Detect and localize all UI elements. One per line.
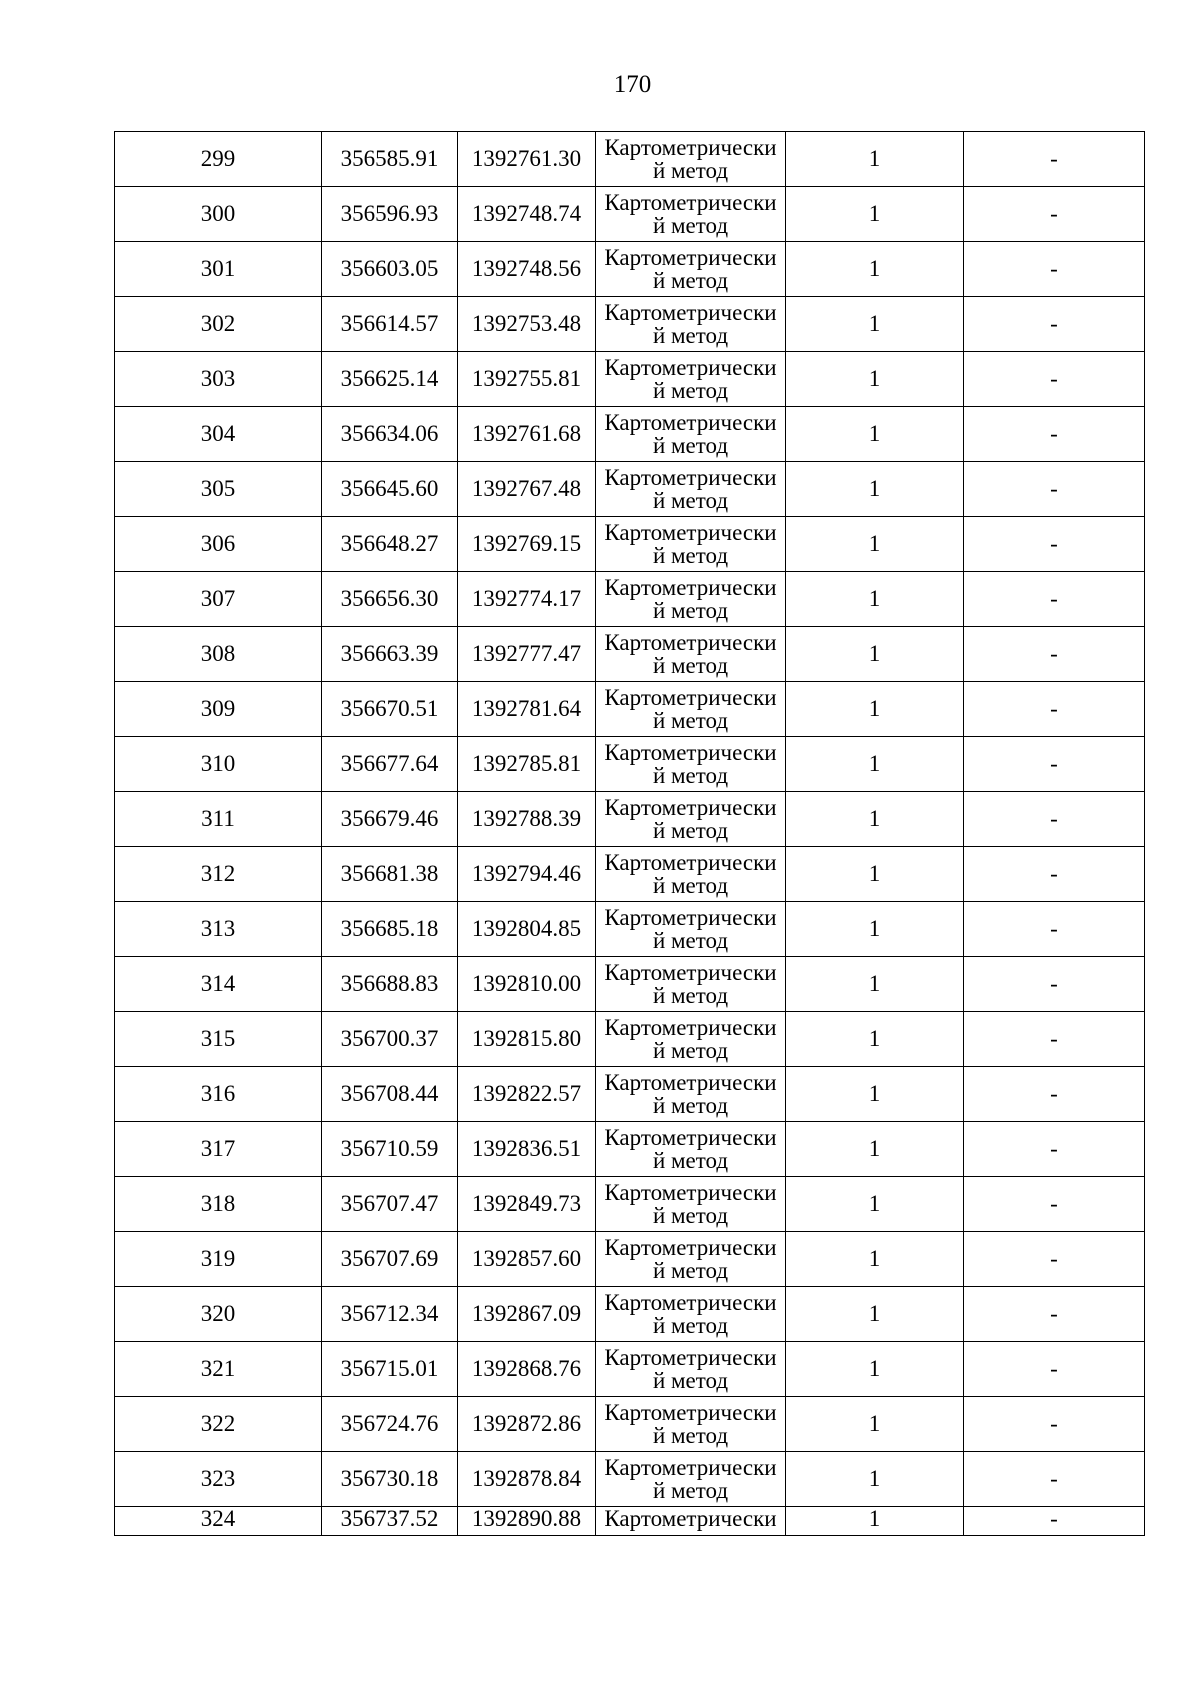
note-cell: -	[964, 352, 1145, 407]
method-text-line1: Картометрически	[604, 1235, 777, 1260]
method-cell	[596, 627, 786, 682]
point-number-cell: 302	[115, 297, 322, 352]
accuracy-cell: 1	[786, 1342, 964, 1397]
accuracy-cell: 1	[786, 957, 964, 1012]
y-coordinate-cell: 1392836.51	[458, 1122, 596, 1177]
y-coordinate-cell: 1392815.80	[458, 1012, 596, 1067]
point-number-cell: 323	[115, 1452, 322, 1507]
x-coordinate-cell: 356670.51	[322, 682, 458, 737]
note-cell: -	[964, 1067, 1145, 1122]
coordinates-table	[114, 131, 1145, 1536]
method-text-line1: Картометрически	[604, 190, 777, 215]
y-coordinate-cell: 1392761.68	[458, 407, 596, 462]
note-cell: -	[964, 1287, 1145, 1342]
point-number-cell: 305	[115, 462, 322, 517]
table-row	[115, 957, 1145, 1012]
method-cell	[596, 847, 786, 902]
accuracy-cell: 1	[786, 242, 964, 297]
point-number-cell: 318	[115, 1177, 322, 1232]
note-cell: -	[964, 187, 1145, 242]
accuracy-cell: 1	[786, 682, 964, 737]
y-coordinate-cell: 1392867.09	[458, 1287, 596, 1342]
method-text-line2: й метод	[652, 873, 729, 898]
table-row	[115, 242, 1145, 297]
note-cell: -	[964, 737, 1145, 792]
accuracy-cell: 1	[786, 1177, 964, 1232]
table-row	[115, 572, 1145, 627]
x-coordinate-cell: 356677.64	[322, 737, 458, 792]
method-cell	[596, 1067, 786, 1122]
method-text-line2: й метод	[652, 1258, 729, 1283]
method-cell	[596, 957, 786, 1012]
table-row	[115, 737, 1145, 792]
table-row	[115, 1232, 1145, 1287]
y-coordinate-cell: 1392857.60	[458, 1232, 596, 1287]
accuracy-cell: 1	[786, 462, 964, 517]
method-cell	[596, 1122, 786, 1177]
method-text-line2: й метод	[652, 598, 729, 623]
point-number-cell: 322	[115, 1397, 322, 1452]
point-number-cell: 314	[115, 957, 322, 1012]
y-coordinate-cell: 1392774.17	[458, 572, 596, 627]
x-coordinate-cell: 356715.01	[322, 1342, 458, 1397]
accuracy-cell: 1	[786, 737, 964, 792]
point-number-cell: 301	[115, 242, 322, 297]
note-cell: -	[964, 407, 1145, 462]
y-coordinate-cell: 1392748.56	[458, 242, 596, 297]
y-coordinate-cell: 1392785.81	[458, 737, 596, 792]
accuracy-cell: 1	[786, 572, 964, 627]
point-number-cell: 315	[115, 1012, 322, 1067]
method-text-line1: Картометрически	[604, 1015, 777, 1040]
note-cell: -	[964, 1122, 1145, 1177]
method-text-line1: Картометрически	[604, 135, 777, 160]
table-row	[115, 1177, 1145, 1232]
method-text-line1: Картометрически	[604, 850, 777, 875]
method-cell	[596, 1397, 786, 1452]
note-cell: -	[964, 1232, 1145, 1287]
accuracy-cell: 1	[786, 902, 964, 957]
method-text-line2: й метод	[652, 1038, 729, 1063]
method-text-line1: Картометрически	[604, 465, 777, 490]
method-text-line2: й метод	[652, 1203, 729, 1228]
note-cell: -	[964, 1397, 1145, 1452]
table-row	[115, 517, 1145, 572]
table-row	[115, 352, 1145, 407]
accuracy-cell: 1	[786, 1452, 964, 1507]
accuracy-cell: 1	[786, 352, 964, 407]
x-coordinate-cell: 356688.83	[322, 957, 458, 1012]
point-number-cell: 320	[115, 1287, 322, 1342]
x-coordinate-cell: 356663.39	[322, 627, 458, 682]
method-cell	[596, 242, 786, 297]
accuracy-cell: 1	[786, 407, 964, 462]
method-text-line2: й метод	[652, 543, 729, 568]
x-coordinate-cell: 356712.34	[322, 1287, 458, 1342]
method-text-line2: й метод	[652, 433, 729, 458]
table-row	[115, 1287, 1145, 1342]
y-coordinate-cell: 1392767.48	[458, 462, 596, 517]
table-row	[115, 187, 1145, 242]
method-cell	[596, 132, 786, 187]
method-cell	[596, 682, 786, 737]
note-cell: -	[964, 572, 1145, 627]
y-coordinate-cell: 1392804.85	[458, 902, 596, 957]
point-number-cell: 316	[115, 1067, 322, 1122]
method-text-line1: Картометрически	[604, 740, 777, 765]
method-text-line1: Картометрически	[604, 1125, 777, 1150]
table-row	[115, 1122, 1145, 1177]
method-text-line2: й метод	[652, 653, 729, 678]
x-coordinate-cell: 356645.60	[322, 462, 458, 517]
accuracy-cell: 1	[786, 627, 964, 682]
method-text-line2: й метод	[652, 763, 729, 788]
method-text-line2: й метод	[652, 1093, 729, 1118]
x-coordinate-cell: 356596.93	[322, 187, 458, 242]
note-cell: -	[964, 242, 1145, 297]
point-number-cell: 303	[115, 352, 322, 407]
table-row	[115, 902, 1145, 957]
x-coordinate-cell: 356679.46	[322, 792, 458, 847]
method-text-line1: Картометрически	[604, 520, 777, 545]
method-cell	[596, 187, 786, 242]
y-coordinate-cell: 1392769.15	[458, 517, 596, 572]
x-coordinate-cell: 356707.47	[322, 1177, 458, 1232]
method-cell	[596, 1177, 786, 1232]
x-coordinate-cell: 356730.18	[322, 1452, 458, 1507]
point-number-cell: 299	[115, 132, 322, 187]
method-text-line2: й метод	[652, 1478, 729, 1503]
method-cell	[596, 462, 786, 517]
coordinates-table-body	[115, 132, 1145, 1536]
table-row	[115, 132, 1145, 187]
table-row	[115, 1067, 1145, 1122]
x-coordinate-cell: 356710.59	[322, 1122, 458, 1177]
method-cell	[596, 1507, 786, 1536]
method-cell	[596, 297, 786, 352]
x-coordinate-cell: 356737.52	[322, 1507, 458, 1536]
note-cell: -	[964, 792, 1145, 847]
x-coordinate-cell: 356648.27	[322, 517, 458, 572]
table-row	[115, 1452, 1145, 1507]
point-number-cell: 304	[115, 407, 322, 462]
method-cell	[596, 1287, 786, 1342]
point-number-cell: 313	[115, 902, 322, 957]
x-coordinate-cell: 356707.69	[322, 1232, 458, 1287]
method-text-line2: й метод	[652, 378, 729, 403]
y-coordinate-cell: 1392868.76	[458, 1342, 596, 1397]
accuracy-cell: 1	[786, 1067, 964, 1122]
point-number-cell: 309	[115, 682, 322, 737]
page-number: 170	[613, 71, 652, 98]
y-coordinate-cell: 1392748.74	[458, 187, 596, 242]
table-row	[115, 1507, 1145, 1536]
method-text-line2: й метод	[652, 323, 729, 348]
method-cell	[596, 902, 786, 957]
point-number-cell: 307	[115, 572, 322, 627]
accuracy-cell: 1	[786, 1287, 964, 1342]
accuracy-cell: 1	[786, 1507, 964, 1536]
y-coordinate-cell: 1392890.88	[458, 1507, 596, 1536]
table-row	[115, 847, 1145, 902]
method-text-line1: Картометрически	[604, 355, 777, 380]
accuracy-cell: 1	[786, 1012, 964, 1067]
accuracy-cell: 1	[786, 847, 964, 902]
method-cell	[596, 737, 786, 792]
note-cell: -	[964, 517, 1145, 572]
accuracy-cell: 1	[786, 1397, 964, 1452]
point-number-cell: 317	[115, 1122, 322, 1177]
method-text-line1: Картометрически	[604, 795, 777, 820]
y-coordinate-cell: 1392777.47	[458, 627, 596, 682]
point-number-cell: 300	[115, 187, 322, 242]
table-row	[115, 627, 1145, 682]
method-text-line1: Картометрически	[604, 575, 777, 600]
x-coordinate-cell: 356634.06	[322, 407, 458, 462]
method-text-line1: Картометрически	[604, 1455, 777, 1480]
method-cell	[596, 792, 786, 847]
x-coordinate-cell: 356614.57	[322, 297, 458, 352]
method-text-line2: й метод	[652, 213, 729, 238]
y-coordinate-cell: 1392878.84	[458, 1452, 596, 1507]
table-row	[115, 1397, 1145, 1452]
method-text-line2: й метод	[652, 1313, 729, 1338]
method-cell	[596, 517, 786, 572]
method-text-line1: Картометрически	[604, 1400, 777, 1425]
method-text-line1: Картометрически	[604, 300, 777, 325]
table-row	[115, 1012, 1145, 1067]
x-coordinate-cell: 356585.91	[322, 132, 458, 187]
method-text-line2: й метод	[652, 488, 729, 513]
y-coordinate-cell: 1392849.73	[458, 1177, 596, 1232]
note-cell: -	[964, 1507, 1145, 1536]
note-cell: -	[964, 1342, 1145, 1397]
note-cell: -	[964, 902, 1145, 957]
method-cell	[596, 572, 786, 627]
accuracy-cell: 1	[786, 792, 964, 847]
note-cell: -	[964, 1012, 1145, 1067]
table-row	[115, 297, 1145, 352]
method-text-line1: Картометрически	[604, 1506, 777, 1531]
method-text-line2: й метод	[652, 1368, 729, 1393]
method-text-line1: Картометрически	[604, 960, 777, 985]
note-cell: -	[964, 627, 1145, 682]
method-text-line1: Картометрически	[604, 905, 777, 930]
y-coordinate-cell: 1392822.57	[458, 1067, 596, 1122]
method-text-line2: й метод	[652, 708, 729, 733]
point-number-cell: 308	[115, 627, 322, 682]
y-coordinate-cell: 1392810.00	[458, 957, 596, 1012]
method-text-line2: й метод	[652, 1423, 729, 1448]
method-cell	[596, 352, 786, 407]
accuracy-cell: 1	[786, 187, 964, 242]
note-cell: -	[964, 462, 1145, 517]
table-row	[115, 1342, 1145, 1397]
note-cell: -	[964, 297, 1145, 352]
method-text-line2: й метод	[652, 983, 729, 1008]
method-cell	[596, 1232, 786, 1287]
table-row	[115, 792, 1145, 847]
note-cell: -	[964, 847, 1145, 902]
y-coordinate-cell: 1392794.46	[458, 847, 596, 902]
note-cell: -	[964, 132, 1145, 187]
point-number-cell: 311	[115, 792, 322, 847]
point-number-cell: 312	[115, 847, 322, 902]
point-number-cell: 310	[115, 737, 322, 792]
x-coordinate-cell: 356603.05	[322, 242, 458, 297]
point-number-cell: 319	[115, 1232, 322, 1287]
y-coordinate-cell: 1392753.48	[458, 297, 596, 352]
x-coordinate-cell: 356681.38	[322, 847, 458, 902]
method-text-line2: й метод	[652, 1148, 729, 1173]
accuracy-cell: 1	[786, 297, 964, 352]
note-cell: -	[964, 682, 1145, 737]
note-cell: -	[964, 957, 1145, 1012]
x-coordinate-cell: 356700.37	[322, 1012, 458, 1067]
method-text-line1: Картометрически	[604, 1180, 777, 1205]
method-cell	[596, 407, 786, 462]
method-text-line1: Картометрически	[604, 1070, 777, 1095]
method-cell	[596, 1012, 786, 1067]
accuracy-cell: 1	[786, 1232, 964, 1287]
point-number-cell: 321	[115, 1342, 322, 1397]
method-text-line2: й метод	[652, 928, 729, 953]
accuracy-cell: 1	[786, 132, 964, 187]
table-row	[115, 682, 1145, 737]
method-text-line1: Картометрически	[604, 245, 777, 270]
method-text-line1: Картометрически	[604, 1290, 777, 1315]
table-row	[115, 407, 1145, 462]
y-coordinate-cell: 1392761.30	[458, 132, 596, 187]
method-text-line1: Картометрически	[604, 630, 777, 655]
y-coordinate-cell: 1392781.64	[458, 682, 596, 737]
x-coordinate-cell: 356708.44	[322, 1067, 458, 1122]
method-text-line1: Картометрически	[604, 410, 777, 435]
x-coordinate-cell: 356724.76	[322, 1397, 458, 1452]
note-cell: -	[964, 1452, 1145, 1507]
note-cell: -	[964, 1177, 1145, 1232]
method-cell	[596, 1342, 786, 1397]
method-cell	[596, 1452, 786, 1507]
x-coordinate-cell: 356685.18	[322, 902, 458, 957]
y-coordinate-cell: 1392755.81	[458, 352, 596, 407]
point-number-cell: 306	[115, 517, 322, 572]
y-coordinate-cell: 1392788.39	[458, 792, 596, 847]
accuracy-cell: 1	[786, 1122, 964, 1177]
point-number-cell: 324	[115, 1507, 322, 1536]
accuracy-cell: 1	[786, 517, 964, 572]
table-row	[115, 462, 1145, 517]
method-text-line1: Картометрически	[604, 685, 777, 710]
method-text-line2: й метод	[652, 158, 729, 183]
method-text-line1: Картометрически	[604, 1345, 777, 1370]
x-coordinate-cell: 356656.30	[322, 572, 458, 627]
method-text-line2: й метод	[652, 818, 729, 843]
method-text-line2: й метод	[652, 268, 729, 293]
y-coordinate-cell: 1392872.86	[458, 1397, 596, 1452]
x-coordinate-cell: 356625.14	[322, 352, 458, 407]
